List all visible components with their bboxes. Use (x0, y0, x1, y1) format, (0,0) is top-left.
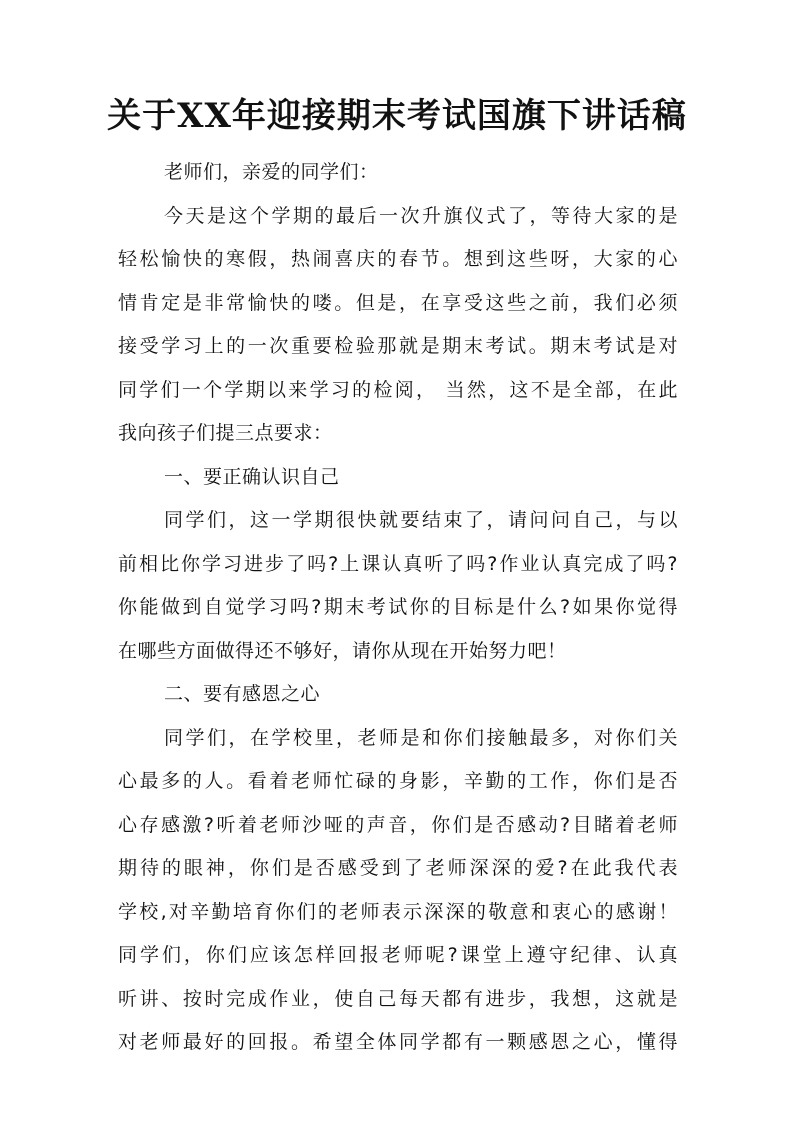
paragraph-line: 同学们，在学校里，老师是和你们接触最多，对你们关 (164, 726, 678, 749)
document-title: 关于XX年迎接期末考试国旗下讲话稿 (107, 96, 687, 136)
paragraph-line: 心最多的人。看着老师忙碌的身影，辛勤的工作，你们是否 (118, 770, 678, 792)
paragraph-line: 期待的眼神，你们是否感受到了老师深深的爱?在此我代表 (118, 857, 678, 879)
section-heading: 二、要有感恩之心 (164, 683, 321, 705)
paragraph-line: 学校,对辛勤培育你们的老师表示深深的敬意和衷心的感谢！ (118, 900, 678, 923)
section-heading: 一、要正确认识自己 (164, 465, 340, 488)
paragraph-line: 情肯定是非常愉快的喽。但是，在享受这些之前，我们必须 (118, 291, 678, 314)
paragraph-line: 对老师最好的回报。希望全体同学都有一颗感恩之心，懂得 (118, 1031, 678, 1053)
paragraph-line: 接受学习上的一次重要检验那就是期末考试。期末考试是对 (118, 335, 678, 357)
document-body (118, 151, 678, 1065)
salutation-line: 老师们，亲爱的同学们： (164, 161, 379, 183)
paragraph-line: 听讲、按时完成作业，使自己每天都有进步，我想，这就是 (118, 987, 678, 1010)
paragraph-line: 我向孩子们提三点要求： (118, 422, 333, 444)
paragraph-line: 今天是这个学期的最后一次升旗仪式了，等待大家的是 (164, 204, 678, 227)
paragraph-line: 心存感激?听着老师沙哑的声音，你们是否感动?目睹着老师 (118, 813, 678, 836)
paragraph-line: 同学们一个学期以来学习的检阅， 当然，这不是全部，在此 (118, 378, 678, 401)
paragraph-line: 在哪些方面做得还不够好，请你从现在开始努力吧！ (118, 639, 567, 662)
paragraph-line: 同学们，你们应该怎样回报老师呢?课堂上遵守纪律、认真 (118, 944, 678, 966)
paragraph-line: 你能做到自觉学习吗?期末考试你的目标是什么?如果你觉得 (118, 596, 678, 618)
paragraph-line: 同学们，这一学期很快就要结束了，请问问自己，与以 (164, 509, 678, 531)
paragraph-line: 前相比你学习进步了吗?上课认真听了吗?作业认真完成了吗? (118, 552, 678, 575)
paragraph-line: 轻松愉快的寒假，热闹喜庆的春节。想到这些呀，大家的心 (118, 248, 678, 270)
